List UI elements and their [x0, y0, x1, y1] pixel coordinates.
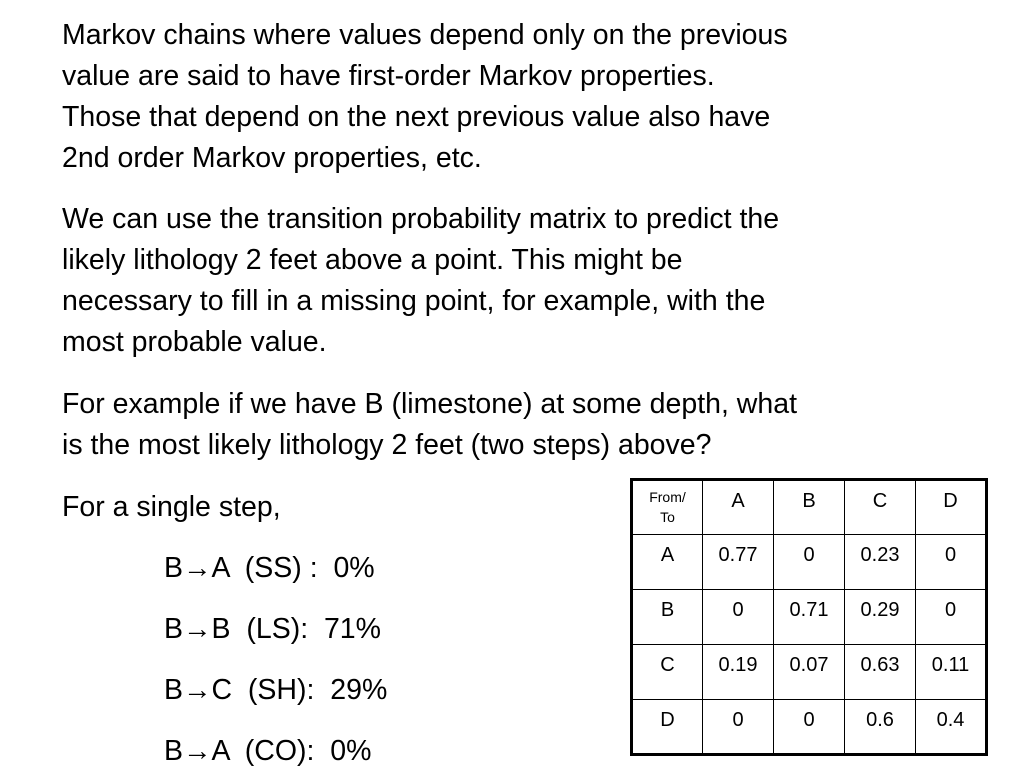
table-row-label: B: [632, 590, 703, 645]
table-cell: 0.6: [845, 700, 916, 755]
table-corner-cell: From/ To: [632, 480, 703, 535]
paragraph-single-step: For a single step,: [62, 491, 281, 523]
table-cell: 0: [703, 700, 774, 755]
step-b-to-c: B→C (SH): 29%: [164, 674, 388, 706]
table-header-cell: A: [703, 480, 774, 535]
table-cell: 0.29: [845, 590, 916, 645]
paragraph-transition-matrix: We can use the transition probability matrix to predict the likely lithology 2 feet above a point. This might be necessary to fill in a missing point, for example, with the most probable value.: [62, 203, 780, 358]
table-header-row: [632, 480, 987, 535]
table-header-cell: B: [774, 480, 845, 535]
table-header-cell: C: [845, 480, 916, 535]
paragraph-example-question: For example if we have B (limestone) at some depth, what is the most likely lithology 2 feet (two steps) above?: [62, 388, 798, 461]
paragraph-markov-order: Markov chains where values depend only on the previous value are said to have first-order Markov properties. Those that depend on the next previous value also have 2nd order Markov properties, etc.: [62, 19, 788, 174]
table-row-label: A: [632, 535, 703, 590]
table-cell: 0.71: [774, 590, 845, 645]
table-cell: 0.63: [845, 645, 916, 700]
table-cell: 0.11: [916, 645, 987, 700]
table-cell: 0.4: [916, 700, 987, 755]
step-b-to-a-co: B→A (CO): 0%: [164, 735, 372, 767]
table-cell: 0.77: [703, 535, 774, 590]
table-cell: 0: [703, 590, 774, 645]
step-b-to-b: B→B (LS): 71%: [164, 613, 381, 645]
table-row: [632, 535, 987, 590]
table-cell: 0.07: [774, 645, 845, 700]
table-row: [632, 645, 987, 700]
table-cell: 0: [774, 535, 845, 590]
table-row-label: D: [632, 700, 703, 755]
table-cell: 0.19: [703, 645, 774, 700]
table-header-cell: D: [916, 480, 987, 535]
table-cell: 0: [916, 590, 987, 645]
table-row: [632, 700, 987, 755]
table-row-label: C: [632, 645, 703, 700]
transition-probability-table: [630, 478, 988, 756]
step-b-to-a: B→A (SS) : 0%: [164, 552, 375, 584]
table-cell: 0: [916, 535, 987, 590]
table-row: [632, 590, 987, 645]
table-cell: 0.23: [845, 535, 916, 590]
table-cell: 0: [774, 700, 845, 755]
